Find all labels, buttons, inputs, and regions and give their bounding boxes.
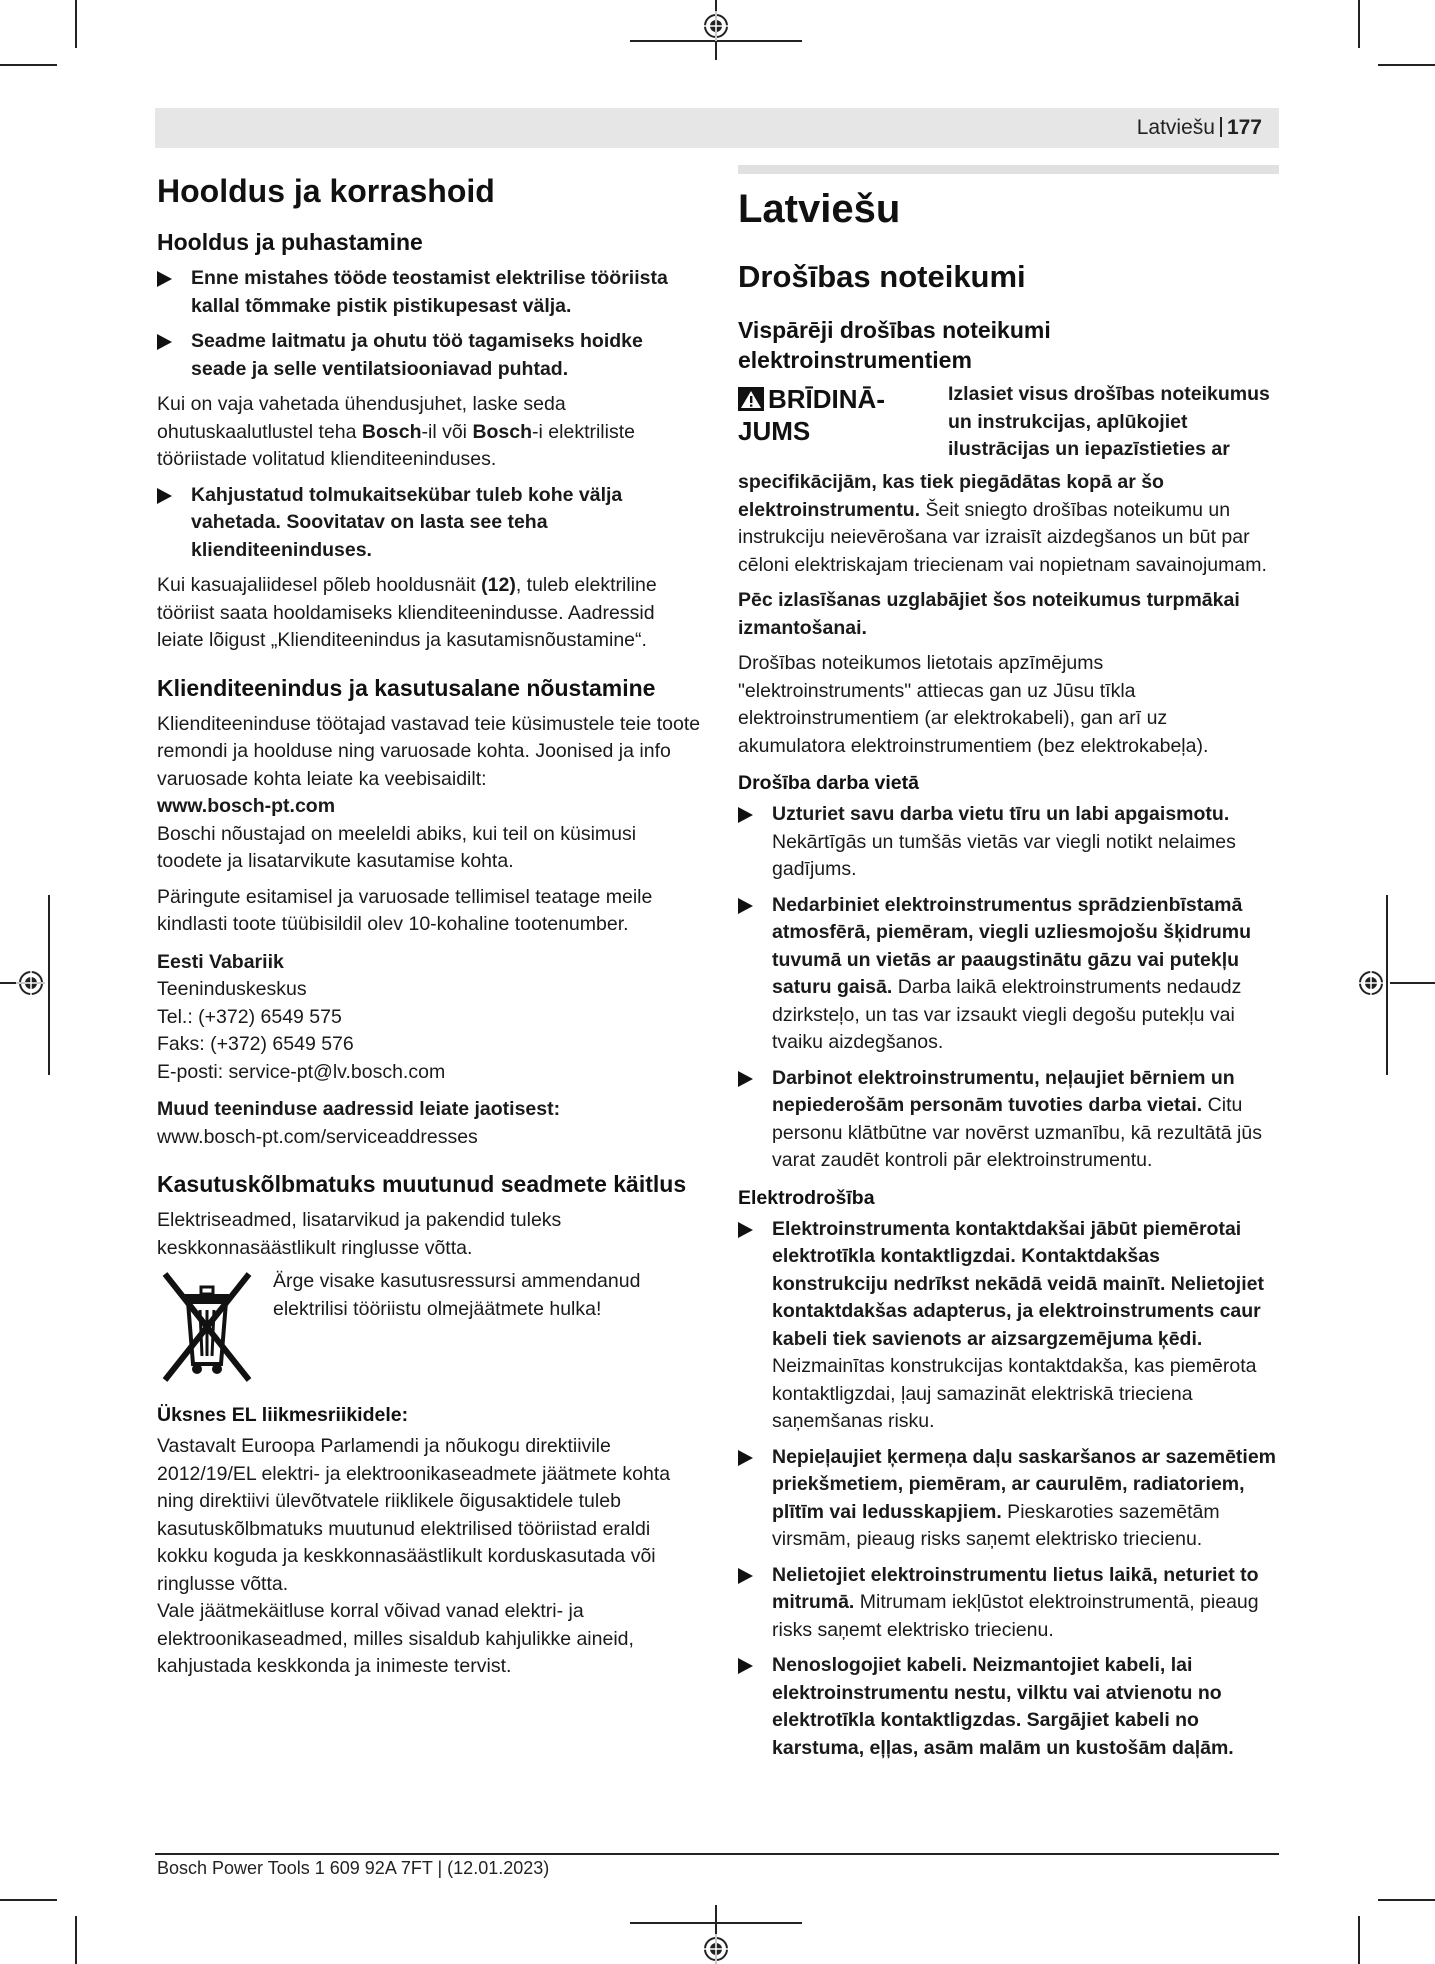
bullet-arrow-icon: [157, 488, 172, 504]
warning-block: [738, 381, 1279, 469]
more-addresses-url[interactable]: www.bosch-pt.com/serviceaddresses: [157, 1125, 478, 1148]
bullet-item: Seadme laitmatu ja ohutu töö tagamiseks hoidke seade ja selle ventilatsiooniavad puhtad.: [157, 328, 702, 383]
paragraph: Elektriseadmed, lisatarvikud ja pakendid tuleks keskkonnasäästlikult ringlusse võtta.: [157, 1209, 562, 1259]
service-url[interactable]: www.bosch-pt.com: [157, 795, 336, 817]
keep-instructions: Pēc izlasīšanas uzglabājiet šos noteikumus turpmākai izmantošanai.: [738, 589, 1240, 639]
registration-mark-icon: [701, 1934, 731, 1964]
bullet-arrow-icon: [738, 1071, 753, 1087]
language-title: Latviešu: [738, 187, 901, 231]
registration-mark-icon: [1356, 968, 1386, 998]
crop-mark: [1358, 0, 1360, 48]
paragraph: Vale jäätmekäitluse korral võivad vanad elektri- ja elektroonikaseadmed, milles sisaldub kahjulikke aineid, kahjustada keskkonda ja inimeste tervist.: [157, 1600, 634, 1677]
header-bar: [155, 108, 1279, 148]
crop-mark: [1386, 895, 1388, 1075]
general-safety-heading: Vispārēji drošības noteikumi elektroinstrumentiem: [738, 317, 1051, 373]
crop-mark: [1378, 64, 1435, 66]
crop-mark: [1358, 1916, 1360, 1964]
bullet-arrow-icon: [738, 898, 753, 914]
bullet-item: Kahjustatud tolmukaitsekübar tuleb kohe välja vahetada. Soovitatav on lasta see teha klienditeeninduses.: [157, 482, 702, 565]
paragraph: Boschi nõustajad on meeleldi abiks, kui teil on küsimusi toodete ja lisatarvikute kasutamise kohta.: [157, 822, 637, 872]
crop-mark: [75, 1916, 77, 1964]
crop-mark: [1378, 1899, 1435, 1901]
bullet-arrow-icon: [738, 1222, 753, 1238]
bullet-item: Nenoslogojiet kabeli. Neizmantojiet kabeli, lai elektroinstrumentu nestu, vilktu vai atvienotu no elektrotīkla kontaktligzdas. Sargājiet kabeli no karstuma, eļļas, asām malām un kustošām daļām.: [738, 1652, 1279, 1762]
bullet-arrow-icon: [738, 1450, 753, 1466]
warning-label: BRĪDINĀ- JUMS: [738, 384, 885, 446]
workplace-heading: Drošība darba vietā: [738, 772, 919, 794]
bullet-item: Nedarbiniet elektroinstrumentus sprādzienbīstamā atmosfērā, piemēram, viegli uzliesmojošu šķidrumu tuvumā un vietās ar paaugstinātu gāzu vai putekļu saturu gaisā. Darba laikā elektroinstruments nedaudz dzirksteļo, un tas var izsaukt viegli degošu putekļu vai tvaiku aizdegšanos.: [738, 892, 1279, 1057]
maintenance-heading: Hooldus ja puhastamine: [157, 229, 423, 255]
left-column: [157, 165, 702, 1689]
service-center: Teeninduskeskus: [157, 978, 307, 1000]
paragraph: Päringute esitamisel ja varuosade tellimisel teatage meile kindlasti toote tüübisildil olev 10-kohaline tootenumber.: [157, 885, 653, 935]
more-addresses-label: Muud teeninduse aadressid leiate jaotisest:: [157, 1098, 561, 1120]
footer-text: Bosch Power Tools 1 609 92A 7FT | (12.01.2023): [157, 1858, 550, 1878]
weee-text: Ärge visake kasutusressursi ammendanud elektrilisi tööriistu olmejäätmete hulka!: [273, 1270, 641, 1320]
crop-mark: [1390, 982, 1435, 984]
section-title: Hooldus ja korrashoid: [157, 173, 495, 209]
right-column: [738, 165, 1279, 1770]
warning-text: Izlasiet visus drošības noteikumus un instrukcijas, aplūkojiet ilustrācijas un iepazīstieties ar: [948, 383, 1270, 460]
bullet-arrow-icon: [738, 807, 753, 823]
crossed-bin-icon: [157, 1268, 257, 1386]
bullet-arrow-icon: [157, 271, 172, 287]
paragraph: Klienditeeninduse töötajad vastavad teie küsimustele teie toote remondi ja hoolduse ning varuosade kohta. Joonised ja info varuosade kohta leiate ka veebisaidilt:: [157, 712, 701, 790]
service-heading: Klienditeenindus ja kasutusalane nõustamine: [157, 674, 656, 701]
registration-mark-icon: [16, 968, 46, 998]
email[interactable]: E-posti: service-pt@lv.bosch.com: [157, 1060, 446, 1083]
weee-block: [157, 1268, 702, 1388]
crop-mark: [0, 1899, 57, 1901]
header-language: Latviešu: [1136, 116, 1215, 139]
registration-mark-icon: [701, 11, 731, 41]
electric-safety-heading: Elektrodrošība: [738, 1186, 875, 1209]
bullet-item: Nepieļaujiet ķermeņa daļu saskaršanos ar sazemētiem priekšmetiem, piemēram, ar caurulēm, radiatoriem, plītīm vai ledusskapjiem. Pieskaroties sazemētām virsmām, pieaug risks saņemt elektrisko triecienu.: [738, 1444, 1279, 1554]
header-separator: [1220, 117, 1222, 137]
paragraph: Vastavalt Euroopa Parlamendi ja nõukogu direktiivile 2012/19/EL elektri- ja elektroonikaseadmete jäätmete kohta ning direktiivi ülevõtvatele riiklikele õigusaktidele tuleb kasutuskõlbmatuks muutunud elektrilised tööriistad eraldi kokku koguda ja keskkonnasäästlikult korduskasutada või ringlusse võtta.: [157, 1435, 671, 1595]
bullet-arrow-icon: [157, 334, 172, 350]
contact-block: [157, 949, 702, 1087]
footer-rule: [155, 1853, 1279, 1855]
paragraph: Drošības noteikumos lietotais apzīmējums "elektroinstruments" attiecas gan uz Jūsu tīkla elektroinstrumentiem (ar elektrokabeli), gan arī uz akumulatora elektroinstrumentiem (bez elektrokabeļa).: [738, 652, 1209, 757]
warning-triangle-icon: [738, 387, 764, 411]
bullet-item: Uzturiet savu darba vietu tīru un labi apgaismotu. Nekārtīgās un tumšās vietās var viegli notikt nelaimes gadījums.: [738, 801, 1279, 884]
crop-mark: [75, 0, 77, 48]
bullet-arrow-icon: [738, 1568, 753, 1584]
crop-mark: [48, 895, 50, 1075]
crop-mark: [0, 64, 57, 66]
fax: Faks: (+372) 6549 576: [157, 1033, 354, 1055]
paragraph: Kui kasuajaliidesel põleb hooldusnäit (12), tuleb elektriline tööriist saata hooldamiseks klienditeenindusse. Aadressid leiate lõigust „Klienditeenindus ja kasutamisnõustamine“.: [157, 574, 657, 651]
page-number: 177: [1226, 116, 1262, 139]
bullet-item: Darbinot elektroinstrumentu, neļaujiet bērniem un nepiederošām personām tuvoties darba vietai. Citu personu klātbūtne var novērst uzmanību, kā rezultātā jūs varat zaudēt kontroli pār elektroinstrumentu.: [738, 1065, 1279, 1175]
paragraph: specifikācijām, kas tiek piegādātas kopā ar šo elektroinstrumentu. Šeit sniegto drošības noteikumu un instrukciju neievērošana var izraisīt aizdegšanos un būt par cēloni elektriskajam triecienam vai nopietnam savainojumam.: [738, 471, 1267, 576]
paragraph: Kui on vaja vahetada ühendusjuhet, laske seda ohutuskaalutlustel teha Bosch-il või Bosch-i elektriliste tööriistade volitatud klienditeeninduses.: [157, 393, 635, 470]
bullet-item: Nelietojiet elektroinstrumentu lietus laikā, neturiet to mitrumā. Mitrumam iekļūstot elektroinstrumentā, pieaug risks saņemt elektrisko triecienu.: [738, 1562, 1279, 1645]
safety-heading: Drošības noteikumi: [738, 259, 1026, 294]
bullet-arrow-icon: [738, 1658, 753, 1674]
phone: Tel.: (+372) 6549 575: [157, 1005, 342, 1028]
page-header: [1137, 116, 1262, 140]
disposal-heading: Kasutuskõlbmatuks muutunud seadmete käitlus: [157, 1171, 687, 1197]
country: Eesti Vabariik: [157, 950, 284, 973]
eu-heading: Üksnes EL liikmesriikidele:: [157, 1404, 409, 1426]
bullet-item: Enne mistahes tööde teostamist elektrilise tööriista kallal tõmmake pistik pistikupesast välja.: [157, 265, 702, 320]
bullet-item: Elektroinstrumenta kontaktdakšai jābūt piemērotai elektrotīkla kontaktligzdai. Kontaktdakšas konstrukciju nedrīkst nekādā veidā mainīt. Nelietojiet kontaktdakšas adapterus, ja elektroinstruments caur kabeli tiek savienots ar aizsargzemējuma ķēdi. Neizmainītas konstrukcijas kontaktdakša, kas piemērota kontaktligzdai, ļauj samazināt elektriskā trieciena saņemšanas risku.: [738, 1216, 1279, 1436]
